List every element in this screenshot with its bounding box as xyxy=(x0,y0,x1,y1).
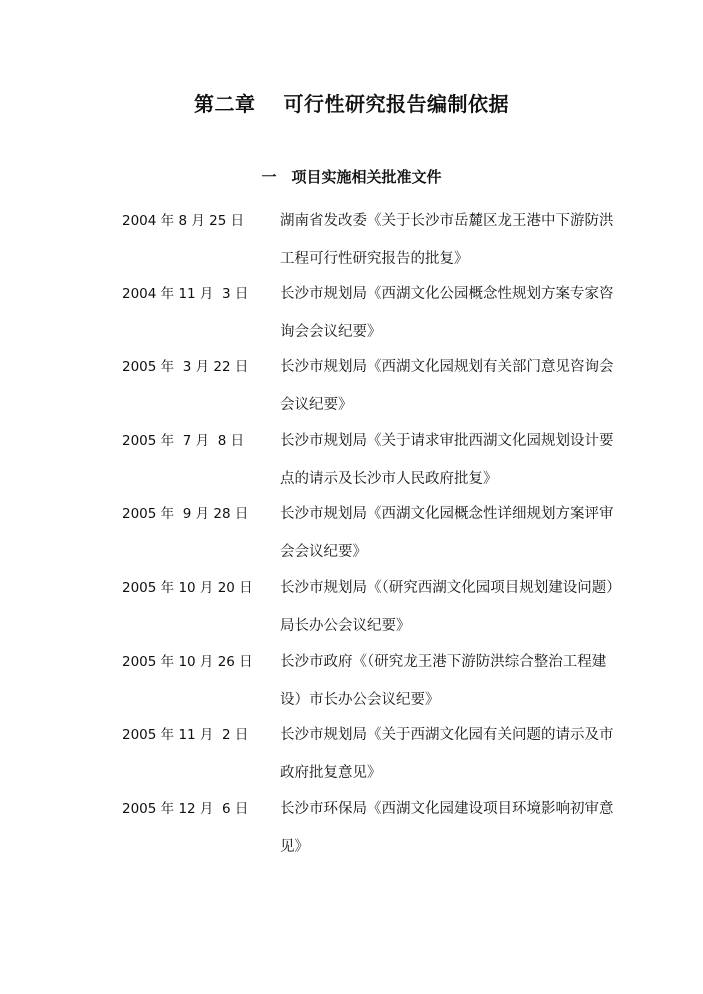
chapter-title: 第二章 可行性研究报告编制依据 xyxy=(194,92,509,116)
entry-text: 长沙市政府《（研究龙王港下游防洪综合整治工程建设）市长办公会议纪要》 xyxy=(280,654,607,708)
entry-date: 2005 年 12 月 6 日 xyxy=(122,801,249,817)
entry-text: 长沙市规划局《西湖文化园规划有关部门意见咨询会会议纪要》 xyxy=(280,359,614,413)
entry-date: 2005 年 9 月 28 日 xyxy=(122,506,249,522)
entry-date: 2005 年 7 月 8 日 xyxy=(122,433,245,449)
entry-text: 长沙市规划局《（研究西湖文化园项目规划建设问题）局长办公会议纪要》 xyxy=(280,580,614,634)
section-heading: 一 项目实施相关批准文件 xyxy=(261,168,442,186)
entry-date: 2005 年 3 月 22 日 xyxy=(122,359,249,375)
entry-date: 2004 年 8 月 25 日 xyxy=(122,213,245,229)
entry-text: 长沙市环保局《西湖文化园建设项目环境影响初审意见》 xyxy=(280,801,614,855)
entry-date: 2005 年 10 月 20 日 xyxy=(122,580,253,596)
entry-text: 长沙市规划局《关于请求审批西湖文化园规划设计要点的请示及长沙市人民政府批复》 xyxy=(280,433,614,487)
entry-date: 2005 年 11 月 2 日 xyxy=(122,727,249,743)
entry-text: 湖南省发改委《关于长沙市岳麓区龙王港中下游防洪工程可行性研究报告的批复》 xyxy=(280,213,614,267)
entry-date: 2004 年 11 月 3 日 xyxy=(122,286,249,302)
entry-text: 长沙市规划局《关于西湖文化园有关问题的请示及市政府批复意见》 xyxy=(280,727,614,781)
entry-text: 长沙市规划局《西湖文化园概念性详细规划方案评审会会议纪要》 xyxy=(280,506,614,560)
entry-date: 2005 年 10 月 26 日 xyxy=(122,654,253,670)
entry-text: 长沙市规划局《西湖文化公园概念性规划方案专家咨询会会议纪要》 xyxy=(280,286,614,340)
